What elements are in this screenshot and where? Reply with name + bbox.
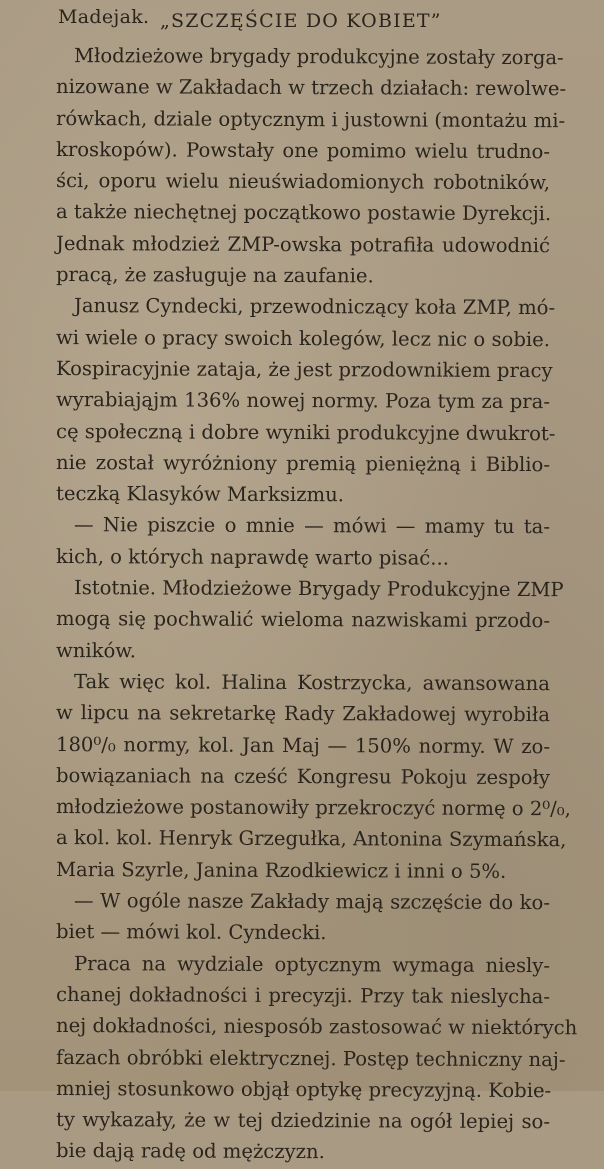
page-header	[0, 4, 604, 34]
text-line: — Nie piszcie o mnie — mówi — mamy tu ta-	[73, 513, 551, 539]
text-line: Istotnie. Młodzieżowe Brygady Produkcyjne ZMP	[73, 576, 564, 602]
text-line: Młodzieżowe brygady produkcyjne zostały zorga-	[73, 44, 564, 70]
article-body	[55, 40, 578, 1167]
text-line: a także niechętnej początkowo postawie Dyrekcji.	[55, 200, 552, 226]
text-line: ści, oporu wielu nieuświadomionych robotników,	[55, 169, 551, 195]
text-line: wi wiele o pracy swoich kolegów, lecz nic o sobie.	[55, 325, 551, 351]
text-line: nizowane w Zakładach w trzech działach: rewolwe-	[55, 75, 567, 101]
text-line: 180⁰/₀ normy, kol. Jan Maj — 150% normy. W zo-	[55, 732, 551, 758]
text-line: bie dają radę od mężczyzn.	[55, 1139, 325, 1164]
text-line: Janusz Cyndecki, przewodniczący koła ZMP, mó-	[73, 294, 556, 320]
author-name: Madejak.	[58, 6, 150, 28]
text-line: biet — mówi kol. Cyndecki.	[55, 920, 327, 945]
text-line: rówkach, dziale optycznym i justowni (montażu mi-	[55, 106, 566, 132]
text-line: teczką Klasyków Marksizmu.	[55, 482, 345, 507]
text-line: cę społeczną i dobre wyniki produkcyjne dwukrot-	[55, 419, 556, 445]
text-line: kroskopów). Powstały one pomimo wielu trudno-	[55, 137, 551, 164]
text-line: nie został wyróżniony premią pieniężną i Biblio-	[55, 450, 551, 477]
text-line: w lipcu na sekretarkę Rady Zakładowej wyrobiła	[55, 701, 551, 727]
text-line: Kospiracyjnie zataja, że jest przodownikiem pracy	[55, 356, 553, 383]
text-line: pracą, że zasługuje na zaufanie.	[55, 263, 374, 288]
text-line: Tak więc kol. Halina Kostrzycka, awansowana	[73, 670, 551, 696]
text-line: mniej stosunkowo objął optykę precyzyjną. Kobie-	[55, 1076, 552, 1102]
text-line: chanej dokładności i precyzji. Przy tak nieslycha-	[55, 982, 551, 1009]
text-line: Jednak młodzież ZMP-owska potrafiła udowodnić	[55, 231, 551, 257]
text-line: nej dokładności, niesposób zastosować w niektórych	[55, 1014, 578, 1040]
text-line: fazach obróbki elektrycznej. Postęp techniczny naj-	[55, 1045, 566, 1071]
text-line: Maria Szyrle, Janina Rzodkiewicz i inni o 5%.	[55, 857, 507, 883]
text-line: kich, o których naprawdę warto pisać...	[55, 544, 450, 570]
text-line: — W ogóle nasze Zakłady mają szczęście do ko-	[73, 889, 551, 915]
text-line: mogą się pochwalić wieloma nazwiskami przodo-	[55, 607, 551, 633]
article-title: „SZCZĘŚCIE DO KOBIET”	[160, 10, 442, 32]
text-line: wyrabiająjm 136% nowej normy. Poza tym za pra-	[55, 388, 551, 414]
text-line: bowiązaniach na cześć Kongresu Pokoju zespoły	[55, 763, 551, 789]
text-line: ty wykazały, że w tej dziedzinie na ogół lepiej so-	[55, 1108, 551, 1134]
text-line: Praca na wydziale optycznym wymaga niesly-	[73, 951, 551, 977]
text-line: młodzieżowe postanowiły przekroczyć normę o 2⁰/₀,	[55, 795, 571, 821]
text-line: wników.	[55, 638, 137, 662]
text-line: a kol. kol. Henryk Grzegułka, Antonina Szymańska,	[55, 826, 567, 852]
